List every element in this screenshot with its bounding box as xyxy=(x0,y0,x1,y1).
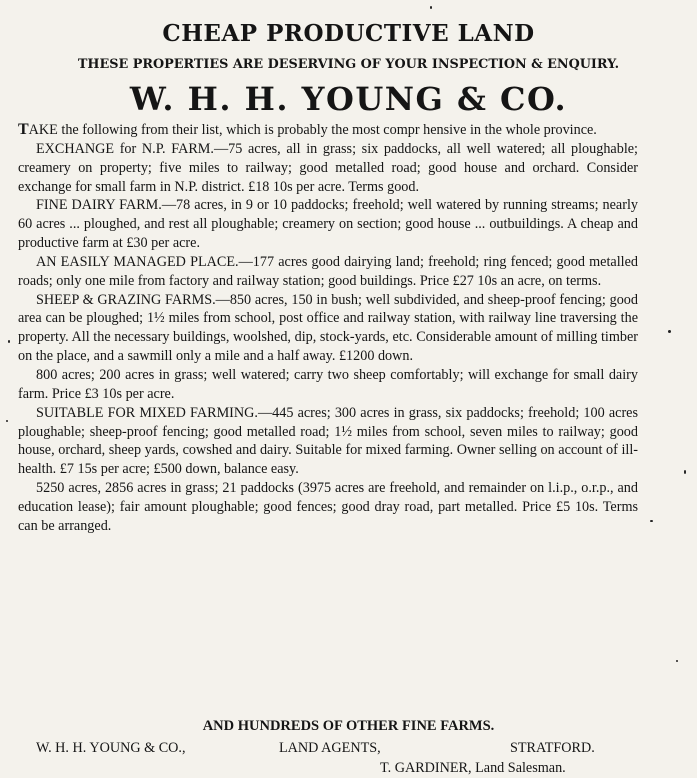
listing-heading: SUITABLE FOR MIXED FARMING. xyxy=(36,404,258,421)
listing-paragraph xyxy=(18,253,638,291)
footer-town: STRATFORD. xyxy=(510,740,595,756)
listing-paragraph xyxy=(18,291,638,366)
listing-text: 5250 acres, 2856 acres in grass; 21 paddocks (3975 acres are freehold, and remainder on l.i.p., o.r.p., and education lease); fair amount ploughable; good fences; good dray road, part metalled. Price £5 10s. Terms can be arranged. xyxy=(18,480,638,534)
listing-paragraph xyxy=(18,366,638,404)
footer-salesman: T. GARDINER, Land Salesman. xyxy=(380,760,566,776)
listing-text: —75 acres, all in grass; six paddocks, all well watered; all ploughable; creamery on property; five miles to railway; good metalled road; good house and orchard. Consider exchange for small farm in N.P. district. £18 10s per acre. Terms good. xyxy=(18,140,639,195)
listing-paragraph xyxy=(18,404,638,479)
ink-speck xyxy=(6,420,8,422)
listing-text: —177 acres good dairying land; freehold; ring fenced; good metalled roads; only one mile from factory and railway station; good buildings. Price £27 10s an acre, on terms. xyxy=(18,253,638,289)
listing-heading: EXCHANGE for N.P. FARM. xyxy=(36,140,214,157)
listing-heading: AN EASILY MANAGED PLACE. xyxy=(36,253,239,270)
ink-speck xyxy=(430,6,432,9)
ad-body xyxy=(18,121,638,536)
footer-firm: W. H. H. YOUNG & CO., xyxy=(36,740,186,756)
listing-heading: FINE DAIRY FARM. xyxy=(36,197,162,214)
listing-text: —850 acres, 150 in bush; well subdivided, and sheep-proof fencing; good area can be ploughed; 1½ miles from school, post office and railway station, with railway line traversing the property. All the necessary buildings, woolshed, dip, stock-yards, etc. Considerable amount of milling timber on the place, and a sawmill only a mile and a half away. £1200 down. xyxy=(18,291,638,365)
ad-subtitle: THESE PROPERTIES ARE DESERVING OF YOUR INSPECTION & ENQUIRY. xyxy=(77,57,620,72)
drop-cap: T xyxy=(18,121,29,138)
listing-text: —445 acres; 300 acres in grass, six paddocks; freehold; 100 acres ploughable; sheep-proof fencing; good metalled road; 1½ miles from school, seven miles to railway; good house, orchard, sheep yards, cowshed and dairy. Suitable for mixed farming. Owner selling on account of ill-health. £7 15s per acre; £500 down, balance easy. xyxy=(18,404,639,478)
listing-paragraph xyxy=(18,140,638,197)
listing-text: —78 acres, in 9 or 10 paddocks; freehold; well watered by running streams; nearly 60 acres ... ploughed, and rest all ploughable; creamery on section; good house ... outbuildings. A cheap and productive farm at £30 per acre. xyxy=(18,197,638,252)
footer-role: LAND AGENTS, xyxy=(279,740,381,756)
ad-title: CHEAP PRODUCTIVE LAND xyxy=(162,20,535,47)
ink-speck xyxy=(8,340,10,343)
listing-heading: SHEEP & GRAZING FARMS. xyxy=(36,291,216,308)
ink-speck xyxy=(676,660,678,662)
ink-speck xyxy=(650,520,653,522)
intro-text: AKE the following from their list, which is probably the most compr hensive in the whole province. xyxy=(28,122,597,138)
footer-tagline: AND HUNDREDS OF OTHER FINE FARMS. xyxy=(202,718,495,734)
ink-speck xyxy=(684,470,686,474)
listing-paragraph xyxy=(18,479,638,536)
listing-text: 800 acres; 200 acres in grass; well watered; carry two sheep comfortably; will exchange for small dairy farm. Price £3 10s per acre. xyxy=(18,366,638,402)
intro-paragraph xyxy=(18,121,638,140)
ink-speck xyxy=(668,330,671,333)
listing-paragraph xyxy=(18,196,638,253)
firm-name: W. H. H. YOUNG & CO. xyxy=(129,80,568,118)
